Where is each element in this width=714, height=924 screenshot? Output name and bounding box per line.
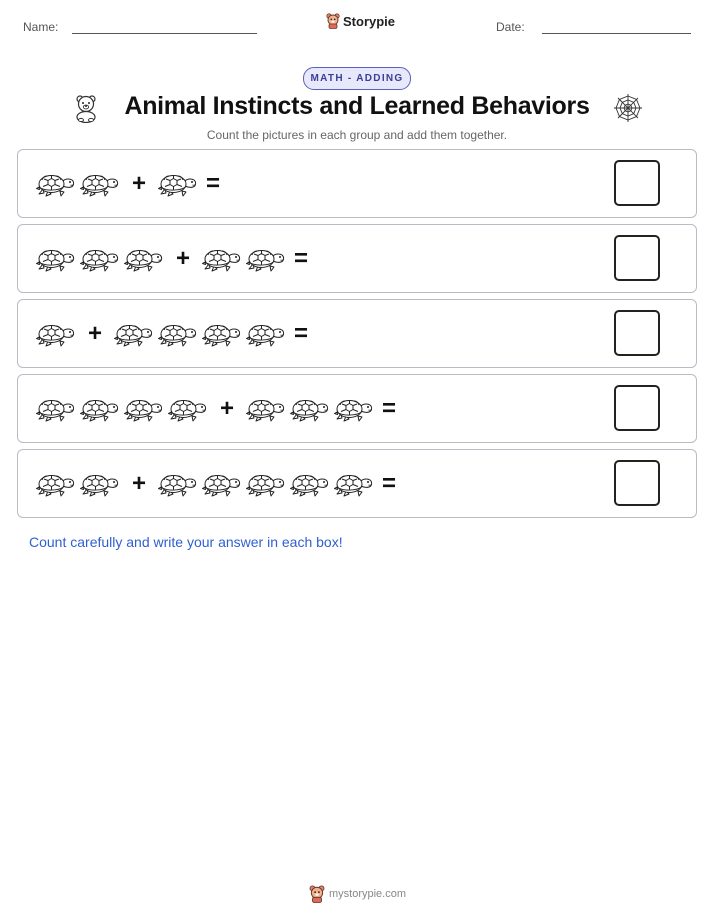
turtle-icon [202,470,242,498]
turtle-icon [36,395,76,423]
footer-url: mystorypie.com [329,888,407,900]
storypie-bear-logo-icon [309,885,325,903]
answer-box[interactable] [614,460,660,506]
brand [326,13,395,29]
plus-sign: + [219,395,234,422]
worksheet-title: Animal Instincts and Learned Behaviors [124,92,590,120]
turtle-icon [80,170,120,198]
plus-sign: + [175,245,190,272]
plus-sign: + [87,320,102,347]
polar-bear-icon [72,93,100,123]
addition-expression [36,316,308,352]
name-label: Name: [23,20,59,34]
equals-sign: = [294,245,309,272]
title-row [0,90,714,126]
turtle-icon [334,470,374,498]
problem-row [17,449,697,518]
equals-sign: = [382,470,397,497]
addition-expression [36,391,396,427]
equals-sign: = [382,395,397,422]
storypie-bear-logo-icon [326,13,340,29]
answer-box[interactable] [614,235,660,281]
worksheet-instructions: Count the pictures in each group and add them together. [206,128,508,142]
plus-sign: + [131,170,146,197]
turtle-icon [202,245,242,273]
turtle-icon [114,320,154,348]
problem-row [17,149,697,218]
turtle-icon [290,470,330,498]
turtle-icon [36,245,76,273]
turtle-icon [36,470,76,498]
problem-list [17,149,697,524]
turtle-icon [246,470,286,498]
turtle-icon [124,245,164,273]
answer-box[interactable] [614,310,660,356]
turtle-icon [246,395,286,423]
turtle-icon [246,320,286,348]
turtle-icon [158,470,198,498]
footer [309,885,406,903]
turtle-icon [168,395,208,423]
equals-sign: = [206,170,221,197]
turtle-icon [36,320,76,348]
answer-instruction: Count carefully and write your answer in each box! [29,534,343,550]
brand-name: Storypie [343,13,396,29]
turtle-icon [158,320,198,348]
addition-expression [36,166,220,202]
equals-sign: = [294,320,309,347]
addition-expression [36,466,396,502]
turtle-icon [158,170,198,198]
date-label: Date: [496,20,525,34]
problem-row [17,224,697,293]
answer-box[interactable] [614,160,660,206]
addition-expression [36,241,308,277]
turtle-icon [334,395,374,423]
turtle-icon [202,320,242,348]
problem-row [17,374,697,443]
turtle-icon [290,395,330,423]
turtle-icon [36,170,76,198]
answer-box[interactable] [614,385,660,431]
turtle-icon [80,395,120,423]
turtle-icon [80,470,120,498]
spider-web-icon [612,92,644,124]
turtle-icon [124,395,164,423]
date-write-line [542,33,691,34]
turtle-icon [246,245,286,273]
plus-sign: + [131,470,146,497]
turtle-icon [80,245,120,273]
name-write-line [72,33,257,34]
problem-row [17,299,697,368]
worksheet-header [0,0,714,44]
subject-badge: MATH - ADDING [303,67,411,90]
